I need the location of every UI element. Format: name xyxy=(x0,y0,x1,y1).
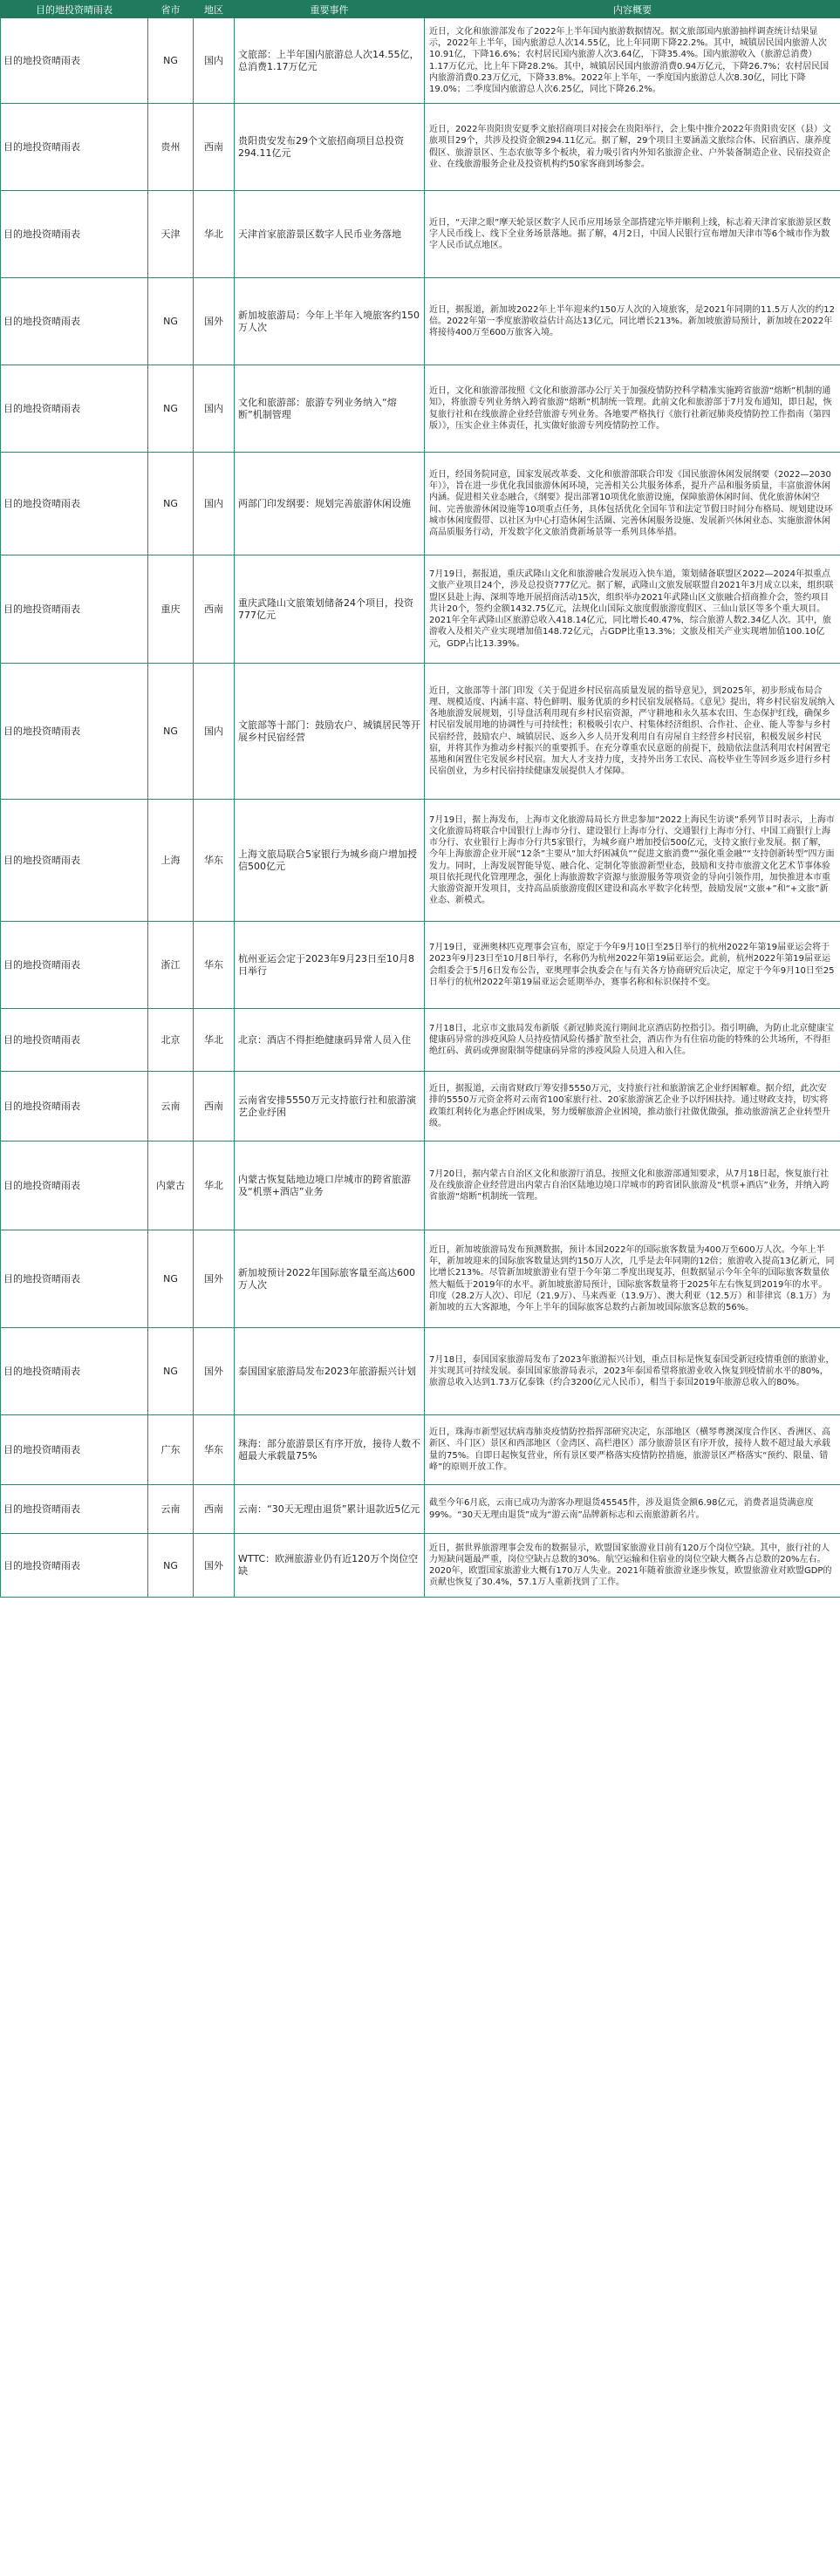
row-event-title-cell: 文旅部：上半年国内旅游总人次14.55亿，总消费1.17万亿元 xyxy=(235,18,425,104)
row-province-cell: NG xyxy=(148,18,194,104)
row-province-cell: NG xyxy=(148,1534,194,1598)
row-region-cell: 国外 xyxy=(194,1230,235,1328)
row-province-cell: NG xyxy=(148,1230,194,1328)
row-region-cell: 西南 xyxy=(194,1072,235,1141)
table-row xyxy=(1,453,840,555)
row-region-cell: 西南 xyxy=(194,1485,235,1534)
row-type-cell: 目的地投资晴雨表 xyxy=(1,1141,148,1230)
row-province-cell: 贵州 xyxy=(148,104,194,191)
table-row xyxy=(1,922,840,1009)
row-event-title-cell: 文化和旅游部：旅游专列业务纳入“熔断”机制管理 xyxy=(235,365,425,453)
row-summary-cell: 7月19日，亚洲奥林匹克理事会宣布，原定于今年9月10日至25日举行的杭州2022年第19届亚运会将于2023年9月23日至10月8日举行，名称仍为杭州2022年第19届亚运会。此前，杭州2022年第19届亚运会组委会于5月6日发布公告，亚奥理事会执委会在与有关各方协商研究后决定，原定于今年9月10日至25日举行的杭州2022年第19届亚运会延期举办，赛事名称和标识保持不变。 xyxy=(425,922,840,1009)
row-region-cell: 国内 xyxy=(194,664,235,800)
row-event-title-cell: 重庆武隆山文旅策划储备24个项目，投资777亿元 xyxy=(235,555,425,664)
row-region-cell: 华北 xyxy=(194,1141,235,1230)
row-province-cell: 北京 xyxy=(148,1009,194,1072)
row-province-cell: NG xyxy=(148,1328,194,1415)
row-region-cell: 华东 xyxy=(194,1415,235,1485)
header-summary: 内容概要 xyxy=(425,1,840,18)
row-summary-cell: 7月19日，据上海发布，上海市文化旅游局局长方世忠参加“2022上海民生访谈”系列节目时表示，上海市文化旅游局将联合中国银行上海市分行、建设银行上海市分行、交通银行上海市分行、中国工商银行上海市分行、农业银行上海市分行共5家银行，为城乡商户增加授信500亿元，支持文旅行业发展。据了解，今年上海旅游企业开展“12条”主要从“加大纾困减负”“促进文旅消费”“强化重金融”“支持创新转型”四方面发力。同时，上海发展智能导览、融合化、定制化等旅游新型业态，鼓励和支持市旅游文化艺术节事体验项目依托现代化管理理念，强化上海旅游数字资源与旅游服务等项资金的导向引领作用，加快推进本市重大旅游资源开发项目，支持高品质旅游度假区建设和高水平数字化转型，鼓励发展“文旅+”和“+文旅”新业态、新模式。 xyxy=(425,800,840,922)
row-summary-cell: 近日，2022年贵阳贵安夏季文旅招商项目对接会在贵阳举行，会上集中推介2022年贵阳贵安区（县）文旅项目29个，共涉及投资金额294.11亿元。据了解，29个项目主要涵盖文旅综合体、民宿酒店、康养度假区、旅游景区、生态农旅等多个板块，着力吸引省内外知名旅游企业、户外装备制造企业、民宿投资企业、在线旅游服务企业及投资机构约50家客商到场参会。 xyxy=(425,104,840,191)
row-summary-cell: 7月18日，北京市文旅局发布新版《新冠肺炎流行期间北京酒店防控指引》。指引明确，为防止北京健康宝健康码异常的涉疫风险人员持疫情风险传播扩散至社会，酒店作为有住宿功能的特殊的公共场所，不得拒绝红码、黄码或弹窗限制等健康码异常的涉疫风险人员进入和入住。 xyxy=(425,1009,840,1072)
table-header-row xyxy=(1,1,840,18)
row-type-cell: 目的地投资晴雨表 xyxy=(1,555,148,664)
row-summary-cell: 近日，新加坡旅游局发布预测数据，预计本国2022年的国际旅客数量为400万至600万人次。今年上半年，新加坡迎来的国际旅客数量达到约150万人次，几乎是去年同期的12倍；旅游收入提高13亿新元，同比增长213%。尽管新加坡旅游业有望于今年第二季度出现复苏，但数据显示今年全年的国际旅客数量依然大幅低于2019年的水平。新加坡旅游局预计，国际旅客数量将于2025年左右恢复到2019年的水平。印度（28.2万人次）、印尼（21.9万）、马来西亚（13.9万）、澳大利亚（12.5万）和菲律宾（8.1万）为新加坡的五大客源地，今年上半年的国际旅客总数约占新加坡国际旅客总数的56%。 xyxy=(425,1230,840,1328)
table-row xyxy=(1,664,840,800)
row-province-cell: 广东 xyxy=(148,1415,194,1485)
row-event-title-cell: 杭州亚运会定于2023年9月23日至10月8日举行 xyxy=(235,922,425,1009)
row-summary-cell: 近日，经国务院同意，国家发展改革委、文化和旅游部联合印发《国民旅游休闲发展纲要（2022—2030年）》，旨在进一步优化我国旅游休闲环境，完善相关公共服务体系，提升产品和服务质量，丰富旅游休闲内涵。促进相关业态融合，《纲要》提出部署10项优化旅游设施，保障旅游休闲时间、优化旅游休闲空间、完善旅游休闲设施等10项重点任务，具体包括优化全国年节和法定节假日时间分布格局、规划建设环城市休闲度假带、以社区为中心打造休闲生活圈、完善休闲服务设施、发展新兴休闲业态、实施旅游休闲高品质服务行动，开发数字化文旅消费新场景等一系列具体举措。 xyxy=(425,453,840,555)
row-summary-cell: 7月20日，据内蒙古自治区文化和旅游厅消息，按照文化和旅游部通知要求，从7月18日起，恢复旅行社及在线旅游企业经营进出内蒙古自治区陆地边境口岸城市的跨省团队旅游及“机票+酒店”业务，并纳入跨省旅游“熔断”机制统一管理。 xyxy=(425,1141,840,1230)
row-province-cell: 天津 xyxy=(148,191,194,278)
row-province-cell: 云南 xyxy=(148,1072,194,1141)
row-region-cell: 西南 xyxy=(194,104,235,191)
table-body xyxy=(1,18,840,1598)
row-event-title-cell: 贵阳贵安发布29个文旅招商项目总投资294.11亿元 xyxy=(235,104,425,191)
row-type-cell: 目的地投资晴雨表 xyxy=(1,18,148,104)
header-event: 重要事件 xyxy=(235,1,425,18)
row-event-title-cell: 上海文旅局联合5家银行为城乡商户增加授信500亿元 xyxy=(235,800,425,922)
table-row xyxy=(1,1230,840,1328)
row-region-cell: 华东 xyxy=(194,922,235,1009)
row-event-title-cell: 泰国国家旅游局发布2023年旅游振兴计划 xyxy=(235,1328,425,1415)
row-type-cell: 目的地投资晴雨表 xyxy=(1,800,148,922)
header-province: 省市 xyxy=(148,1,194,18)
row-province-cell: 重庆 xyxy=(148,555,194,664)
table-row xyxy=(1,18,840,104)
row-summary-cell: 7月19日，据报道，重庆武隆山文化和旅游融合发展迈入快车道，策划储备联盟区2022—2024年拟重点文旅产业项目24个，涉及总投资777亿元。据了解，武隆山文旅发展联盟自2021年3月成立以来，组织联盟区县赴上海、深圳等地开展招商活动15次，组织举办2021年武隆山区文旅融合招商推介会，签约项目共计20个，签约金额1432.75亿元，法规化山国际文旅度假旅游度假区、三仙山景区等多个重大项目。2021年全年武隆山区旅游总收入418.14亿元，同比增长40.47%，综合旅游人数2.34亿人次。其中，旅游收入及相关产业实现增加值148.72亿元，占GDP比重13.3%；文旅及相关产业实现增加值100.10亿元，GDP占比13.39%。 xyxy=(425,555,840,664)
row-summary-cell: 近日，据报道，新加坡2022年上半年迎来约150万人次的入境旅客，是2021年同期的11.5万人次的约12倍。2022年第一季度旅游收益估计高达13亿元，同比增长213%。新加坡旅游局预计，新加坡在2022年将接待400万至600万旅客入境。 xyxy=(425,278,840,365)
row-province-cell: NG xyxy=(148,453,194,555)
row-type-cell: 目的地投资晴雨表 xyxy=(1,1230,148,1328)
row-summary-cell: 近日，文化和旅游部发布了2022年上半年国内旅游数据情况。据文旅部国内旅游抽样调查统计结果显示，2022年上半年，国内旅游总人次14.55亿，比上年同期下降22.2%。其中，城镇居民国内旅游人次10.91亿，下降16.6%；农村居民国内旅游人次3.64亿，下降35.4%。国内旅游收入（旅游总消费）1.17万亿元，比上年下降28.2%。其中，城镇居民国内旅游消费0.94万亿元，下降26.7%；农村居民国内旅游消费0.23万亿元，下降33.8%。2022年上半年，一季度国内旅游总人次8.30亿，同比下降19.0%；二季度国内旅游总人次6.25亿，同比下降26.2%。 xyxy=(425,18,840,104)
table-row xyxy=(1,1485,840,1534)
table-row xyxy=(1,278,840,365)
row-summary-cell: 7月18日，泰国国家旅游局发布了2023年旅游振兴计划，重点目标是恢复泰国受新冠疫情重创的旅游业，并实现其可持续发展。泰国国家旅游局表示，2023年泰国希望将旅游业收入恢复到疫情前水平的80%，旅游总收入达到1.73万亿泰铢（约合3200亿元人民币），相当于泰国2019年旅游总收入的80%。 xyxy=(425,1328,840,1415)
row-event-title-cell: 珠海：部分旅游景区有序开放，接待人数不超最大承载量75% xyxy=(235,1415,425,1485)
row-event-title-cell: 内蒙古恢复陆地边境口岸城市的跨省旅游及“机票+酒店”业务 xyxy=(235,1141,425,1230)
table-row xyxy=(1,1415,840,1485)
row-region-cell: 华北 xyxy=(194,1009,235,1072)
row-type-cell: 目的地投资晴雨表 xyxy=(1,1534,148,1598)
header-type: 目的地投资晴雨表 xyxy=(1,1,148,18)
row-summary-cell: 近日，据世界旅游理事会发布的数据显示，欧盟国家旅游业目前有120万个岗位空缺。其中，旅行社的人力短缺问题最严重，岗位空缺占总数的30%。航空运输和住宿业的岗位空缺大概各占总数的20%左右。2020年，欧盟国家旅游业大概有170万人失业。2021年随着旅游业逐步恢复，欧盟旅游业对欧盟GDP的贡献也恢复了30.4%，57.1万人重新找到了工作。 xyxy=(425,1534,840,1598)
row-event-title-cell: 文旅部等十部门：鼓励农户、城镇居民等开展乡村民宿经营 xyxy=(235,664,425,800)
row-type-cell: 目的地投资晴雨表 xyxy=(1,453,148,555)
table-row xyxy=(1,1328,840,1415)
row-region-cell: 国外 xyxy=(194,1328,235,1415)
row-event-title-cell: 云南省安排5550万元支持旅行社和旅游演艺企业纾困 xyxy=(235,1072,425,1141)
row-type-cell: 目的地投资晴雨表 xyxy=(1,664,148,800)
row-region-cell: 国内 xyxy=(194,453,235,555)
row-region-cell: 西南 xyxy=(194,555,235,664)
row-region-cell: 国外 xyxy=(194,1534,235,1598)
row-type-cell: 目的地投资晴雨表 xyxy=(1,1009,148,1072)
row-province-cell: 上海 xyxy=(148,800,194,922)
table-row xyxy=(1,1009,840,1072)
row-summary-cell: 截至今年6月底，云南已成功为游客办理退货45545件，涉及退货金额6.98亿元，消费者退货满意度99%。“30天无理由退货”成为“游云南”品牌新标志和云南旅游新名片。 xyxy=(425,1485,840,1534)
row-event-title-cell: WTTC：欧洲旅游业仍有近120万个岗位空缺 xyxy=(235,1534,425,1598)
row-type-cell: 目的地投资晴雨表 xyxy=(1,1072,148,1141)
row-province-cell: NG xyxy=(148,664,194,800)
row-type-cell: 目的地投资晴雨表 xyxy=(1,1328,148,1415)
row-type-cell: 目的地投资晴雨表 xyxy=(1,1415,148,1485)
row-summary-cell: 近日，文旅部等十部门印发《关于促进乡村民宿高质量发展的指导意见》，到2025年，初步形成布局合理、规模适度、内涵丰富、特色鲜明、服务优质的乡村民宿发展格局。《意见》提出，将乡村民宿发展纳入各地旅游发展规划，引导盘活利用现有乡村民宿资源，严守耕地和永久基本农田、生态保护红线，确保乡村民宿发展用地的协调性与可持续性；积极吸引农户、村集体经济组织、合作社、企业、能人等参与乡村民宿经营，鼓励农户、城镇居民、返乡入乡人员开发利用自有房屋自主经营乡村民宿，积极发展乡村民宿，并将其作为推动乡村振兴的重要抓手。在充分尊重农民意愿的前提下，鼓励依法盘活利用农村闲置宅基地和闲置住宅发展乡村民宿。加大人才支持力度，支持外出务工农民、高校毕业生等回乡返乡进行乡村民宿创业，为乡村民宿持续健康发展提供人才保障。 xyxy=(425,664,840,800)
row-event-title-cell: 新加坡预计2022年国际旅客量至高达600万人次 xyxy=(235,1230,425,1328)
table-row xyxy=(1,555,840,664)
row-summary-cell: 近日，珠海市新型冠状病毒肺炎疫情防控指挥部研究决定，东部地区（横琴粤澳深度合作区、香洲区、高新区、斗门区）景区和西部地区（金湾区、高栏港区）部分旅游景区有序开放，接待人数不超过最大承载量的75%。自即日起恢复营业，所有景区要严格落实疫情防控措施，旅游景区严格落实“预约、限量、错峰”的原则开放工作。 xyxy=(425,1415,840,1485)
row-summary-cell: 近日，据报道，云南省财政厅筹安排5550万元，支持旅行社和旅游演艺企业纾困解难。据介绍，此次安排的5550万元资金将对云南省100家旅行社、20家旅游演艺企业予以纾困扶持。通过财政支持，切实将政策红利转化为惠企纾困成果，努力缓解旅游企业困境，推动旅行社做优做强，推动旅游演艺企业转型升级。 xyxy=(425,1072,840,1141)
table-row xyxy=(1,104,840,191)
table-row xyxy=(1,365,840,453)
row-region-cell: 华东 xyxy=(194,800,235,922)
header-region: 地区 xyxy=(194,1,235,18)
row-event-title-cell: 两部门印发纲要：规划完善旅游休闲设施 xyxy=(235,453,425,555)
row-event-title-cell: 天津首家旅游景区数字人民币业务落地 xyxy=(235,191,425,278)
row-region-cell: 国外 xyxy=(194,278,235,365)
row-event-title-cell: 新加坡旅游局：今年上半年入境旅客约150万人次 xyxy=(235,278,425,365)
row-province-cell: NG xyxy=(148,278,194,365)
row-province-cell: 云南 xyxy=(148,1485,194,1534)
row-type-cell: 目的地投资晴雨表 xyxy=(1,191,148,278)
row-province-cell: 浙江 xyxy=(148,922,194,1009)
row-type-cell: 目的地投资晴雨表 xyxy=(1,278,148,365)
table-row xyxy=(1,800,840,922)
row-type-cell: 目的地投资晴雨表 xyxy=(1,922,148,1009)
row-province-cell: NG xyxy=(148,365,194,453)
row-type-cell: 目的地投资晴雨表 xyxy=(1,1485,148,1534)
row-region-cell: 国内 xyxy=(194,365,235,453)
row-event-title-cell: 云南：“30天无理由退货”累计退款近5亿元 xyxy=(235,1485,425,1534)
table-row xyxy=(1,191,840,278)
row-summary-cell: 近日，“天津之眼”摩天轮景区数字人民币应用场景全部搭建完毕并顺利上线，标志着天津首家旅游景区数字人民币线上、线下全业务场景落地。据了解，4月2日，中国人民银行宣布增加天津市等6个城市作为数字人民币试点地区。 xyxy=(425,191,840,278)
row-region-cell: 国内 xyxy=(194,18,235,104)
row-summary-cell: 近日，文化和旅游部按照《文化和旅游部办公厅关于加强疫情防控科学精准实施跨省旅游“熔断”机制的通知》，将旅游专列业务纳入跨省旅游“熔断”机制统一管理。此前文化和旅游部于7月发布通知，即日起，恢复旅行社和在线旅游企业经营旅游专列业务。各地要严格执行《旅行社新冠肺炎疫情防控工作指南（第四版）》，压实企业主体责任，扎实做好旅游专列疫情防控工作。 xyxy=(425,365,840,453)
row-event-title-cell: 北京：酒店不得拒绝健康码异常人员入住 xyxy=(235,1009,425,1072)
table-row xyxy=(1,1072,840,1141)
row-province-cell: 内蒙古 xyxy=(148,1141,194,1230)
row-region-cell: 华北 xyxy=(194,191,235,278)
row-type-cell: 目的地投资晴雨表 xyxy=(1,104,148,191)
table-row xyxy=(1,1141,840,1230)
table-row xyxy=(1,1534,840,1598)
row-type-cell: 目的地投资晴雨表 xyxy=(1,365,148,453)
